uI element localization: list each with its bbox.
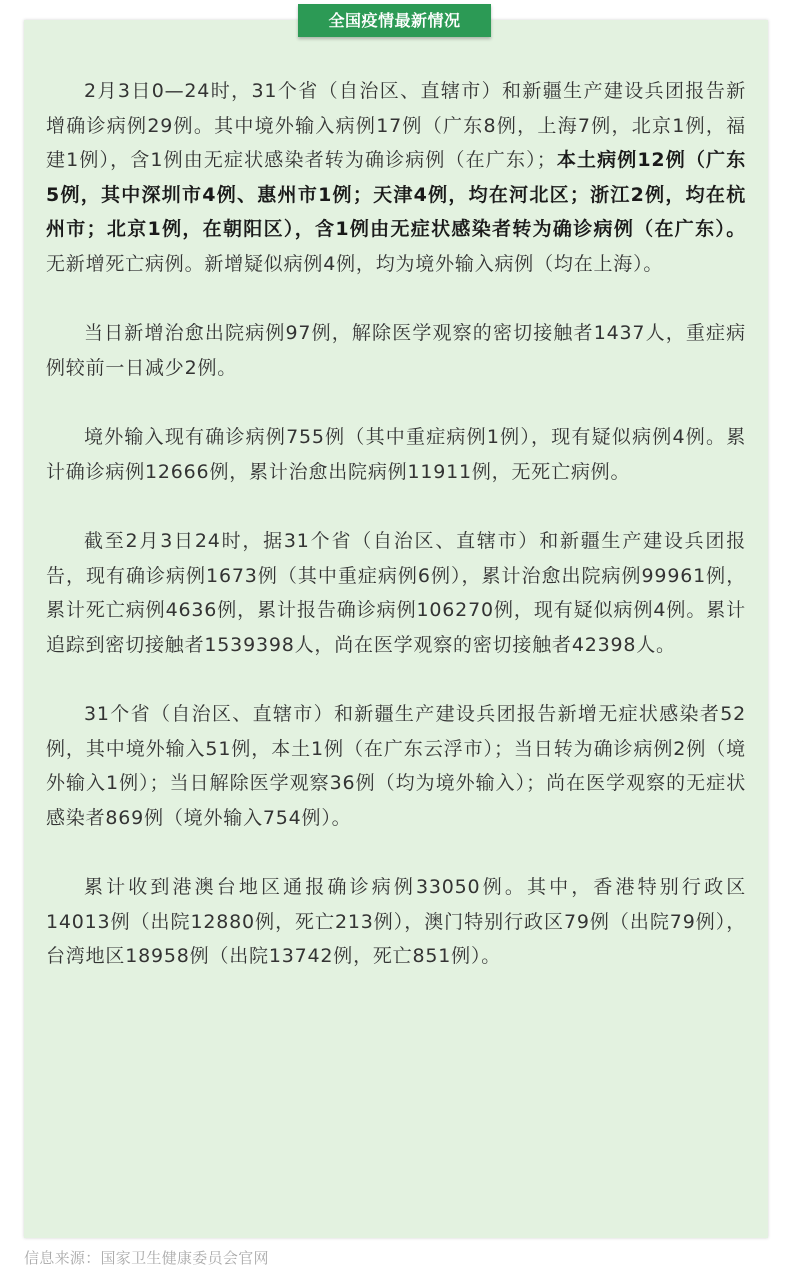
section-title: 全国疫情最新情况	[328, 11, 461, 30]
paragraph-new-cases-rest: 无新增死亡病例。新增疑似病例4例，均为境外输入病例（均在上海）。	[46, 252, 664, 275]
paragraph-hk-macao-taiwan: 累计收到港澳台地区通报确诊病例33050例。其中，香港特别行政区14013例（出院12880例，死亡213例），澳门特别行政区79例（出院79例），台湾地区18958例（出院13742例，死亡851例）。	[46, 876, 746, 967]
paragraph-recoveries: 当日新增治愈出院病例97例，解除医学观察的密切接触者1437人，重症病例较前一日减少2例。	[46, 322, 746, 379]
paragraph-cumulative-totals: 截至2月3日24时，据31个省（自治区、直辖市）和新疆生产建设兵团报告，现有确诊病例1673例（其中重症病例6例），累计治愈出院病例99961例，累计死亡病例4636例，累计报告确诊病例106270例，现有疑似病例4例。累计追踪到密切接触者1539398人，尚在医学观察的密切接触者42398人。	[46, 530, 746, 656]
paragraph-asymptomatic: 31个省（自治区、直辖市）和新疆生产建设兵团报告新增无症状感染者52例，其中境外输入51例，本土1例（在广东云浮市）；当日转为确诊病例2例（境外输入1例）；当日解除医学观察36例（均为境外输入）；尚在医学观察的无症状感染者869例（境外输入754例）。	[46, 703, 746, 829]
section-title-badge	[298, 4, 491, 37]
paragraph-new-cases-local-bold: 本土病例12例（广东5例，其中深圳市4例、惠州市1例；天津4例，均在河北区；浙江2例，均在杭州市；北京1例，在朝阳区），含1例由无症状感染者转为确诊病例（在广东）。	[46, 149, 746, 240]
article-body	[46, 74, 746, 974]
paragraph-new-cases-intro: 2月3日0—24时，31个省（自治区、直辖市）和新疆生产建设兵团报告新增确诊病例29例。其中境外输入病例17例（广东8例，上海7例，北京1例，福建1例），含1例由无症状感染者转为确诊病例（在广东）；	[46, 80, 746, 171]
source-credit: 信息来源：国家卫生健康委员会官网	[24, 1249, 269, 1267]
paragraph-new-cases	[46, 74, 746, 281]
paragraph-imported-cases: 境外输入现有确诊病例755例（其中重症病例1例），现有疑似病例4例。累计确诊病例12666例，累计治愈出院病例11911例，无死亡病例。	[46, 426, 746, 483]
